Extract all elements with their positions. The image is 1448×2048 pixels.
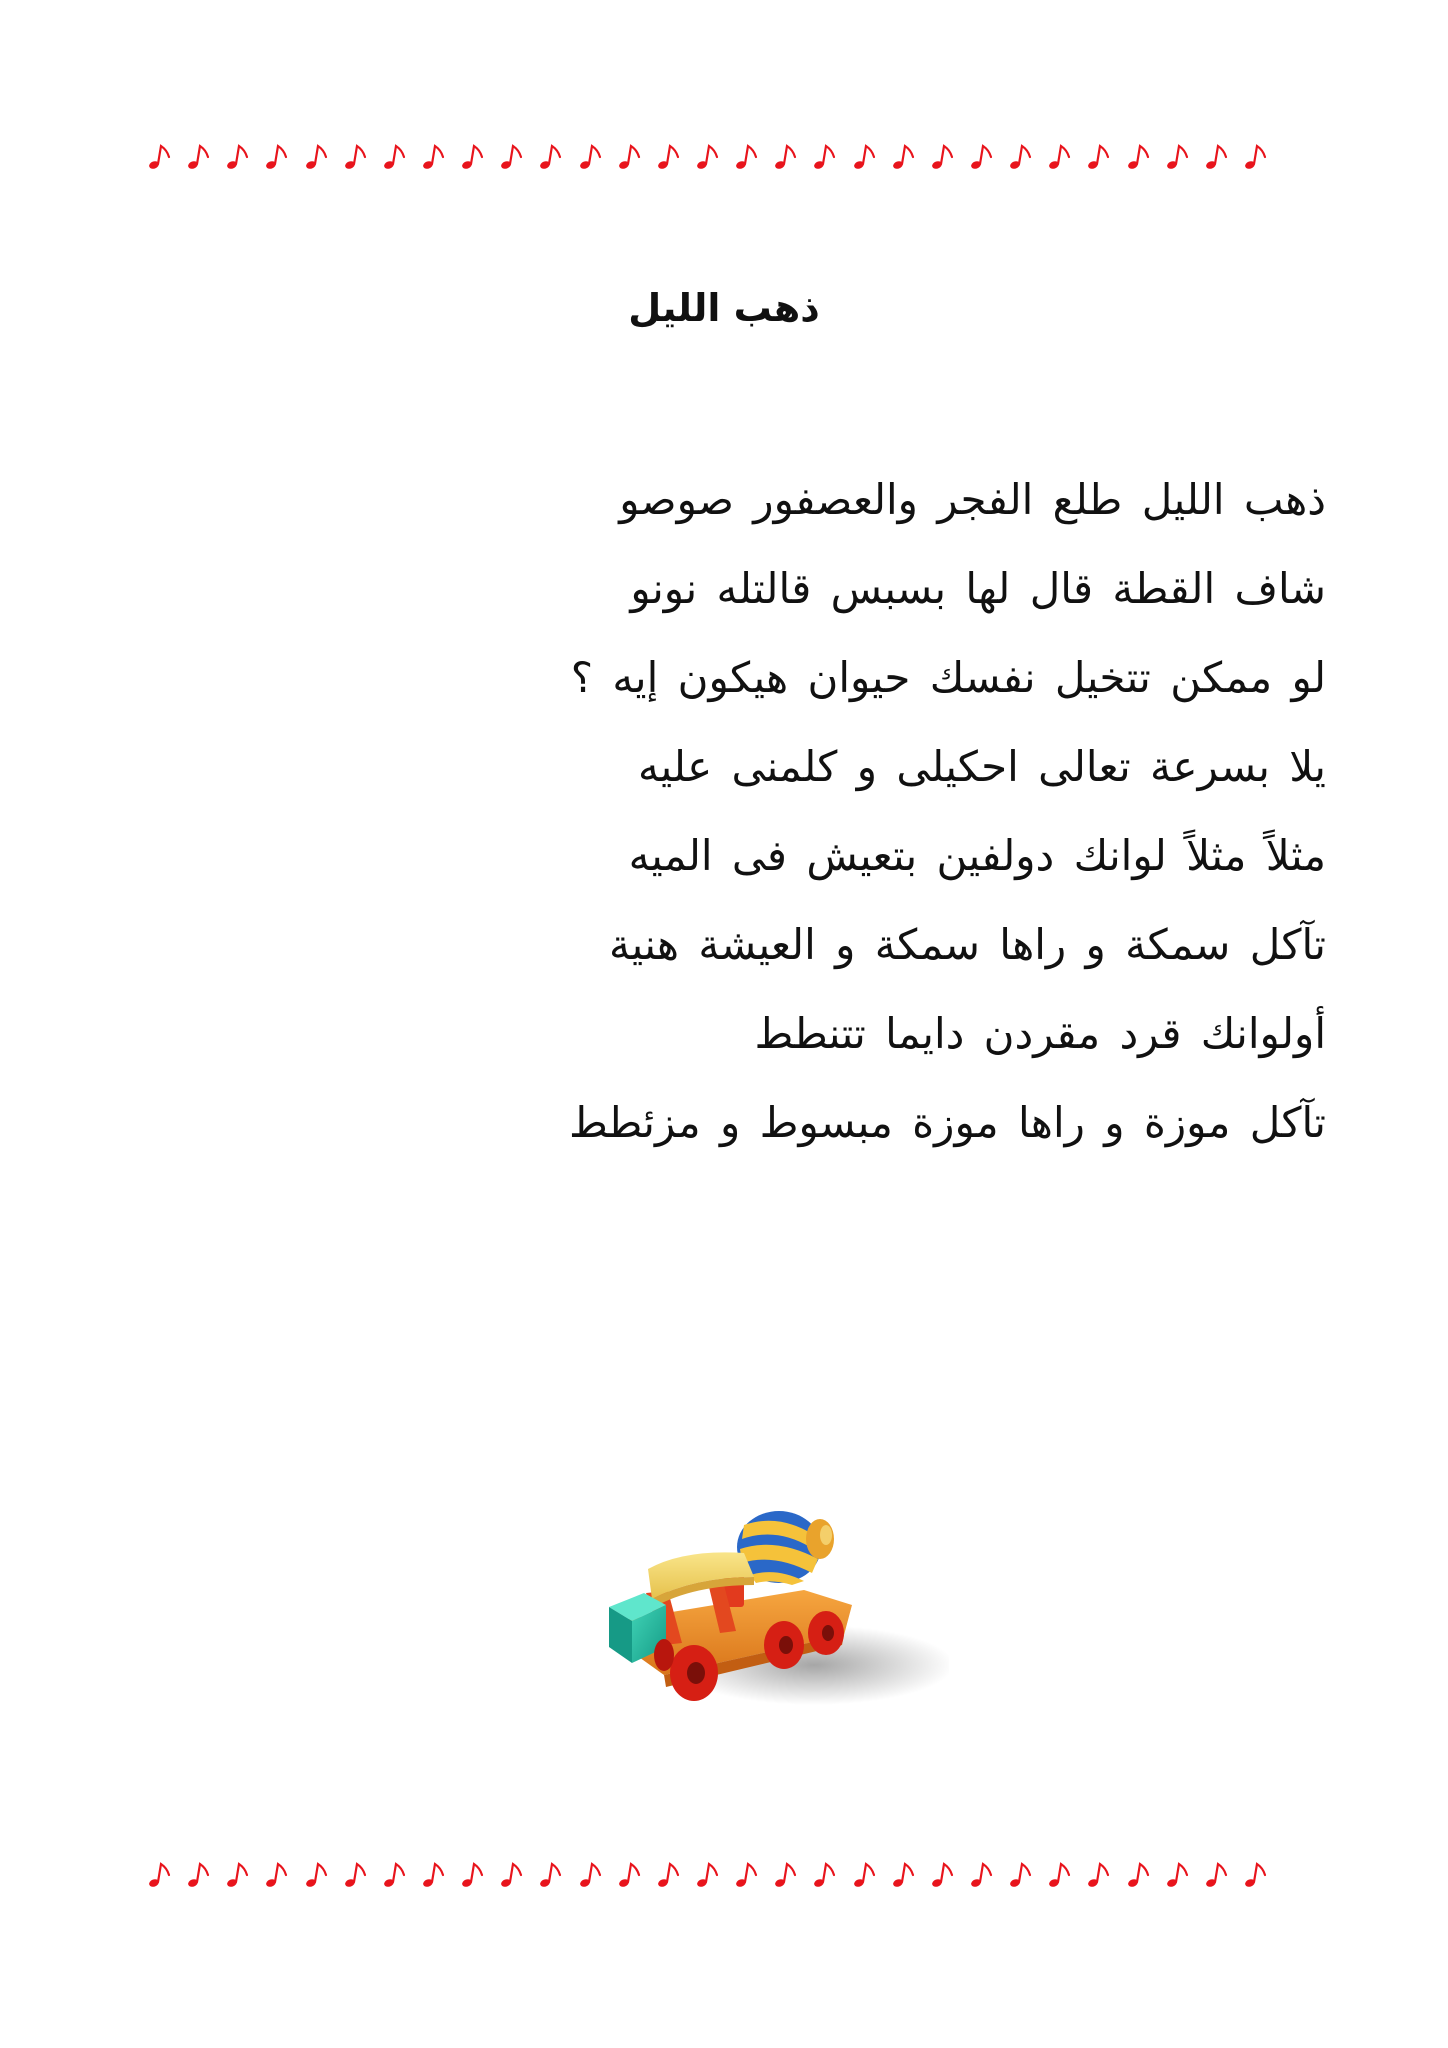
- music-note-icon: [148, 1860, 172, 1890]
- poem-line: لو ممكن تتخيل نفسك حيوان هيكون إيه ؟: [570, 653, 1326, 702]
- music-note-icon: [383, 1860, 407, 1890]
- music-note-icon: [1048, 142, 1072, 172]
- music-note-icon: [226, 142, 250, 172]
- music-note-icon: [461, 1860, 485, 1890]
- music-note-icon: [539, 142, 563, 172]
- music-note-icon: [1009, 142, 1033, 172]
- music-note-icon: [1244, 1860, 1268, 1890]
- poem-line: ذهب الليل طلع الفجر والعصفور صوصو: [619, 475, 1326, 524]
- music-note-icon: [226, 1860, 250, 1890]
- music-note-icon: [657, 142, 681, 172]
- music-note-icon: [696, 1860, 720, 1890]
- music-note-icon: [813, 1860, 837, 1890]
- poem-line: شاف القطة قال لها بسبس قالتله نونو: [630, 564, 1326, 613]
- music-note-icon: [579, 1860, 603, 1890]
- music-note-border-bottom: [148, 1860, 1268, 1890]
- music-note-icon: [265, 142, 289, 172]
- music-note-icon: [187, 142, 211, 172]
- music-note-icon: [1087, 1860, 1111, 1890]
- music-note-icon: [892, 142, 916, 172]
- poem-title: ذهب الليل: [628, 286, 820, 330]
- music-note-border-top: [148, 142, 1268, 172]
- music-note-icon: [1166, 142, 1190, 172]
- music-note-icon: [774, 1860, 798, 1890]
- music-note-icon: [853, 1860, 877, 1890]
- music-note-icon: [657, 1860, 681, 1890]
- music-note-icon: [265, 1860, 289, 1890]
- music-note-icon: [1205, 142, 1229, 172]
- music-note-icon: [461, 142, 485, 172]
- music-note-icon: [696, 142, 720, 172]
- music-note-icon: [813, 142, 837, 172]
- toy-truck-illustration: [604, 1495, 949, 1725]
- music-note-icon: [1127, 1860, 1151, 1890]
- music-note-icon: [344, 1860, 368, 1890]
- music-note-icon: [500, 142, 524, 172]
- music-note-icon: [970, 142, 994, 172]
- poem-line: مثلاً مثلاً لوانك دولفين بتعيش فى الميه: [628, 831, 1326, 880]
- poem-line: تآكل سمكة و راها سمكة و العيشة هنية: [609, 920, 1326, 969]
- music-note-icon: [383, 142, 407, 172]
- music-note-icon: [618, 1860, 642, 1890]
- poem-line: يلا بسرعة تعالى احكيلى و كلمنى عليه: [637, 742, 1326, 791]
- poem-line: تآكل موزة و راها موزة مبسوط و مزئطط: [568, 1098, 1326, 1147]
- music-note-icon: [1087, 142, 1111, 172]
- music-note-icon: [735, 1860, 759, 1890]
- music-note-icon: [148, 142, 172, 172]
- music-note-icon: [187, 1860, 211, 1890]
- music-note-icon: [892, 1860, 916, 1890]
- poem-body: [326, 455, 1326, 1167]
- music-note-icon: [579, 142, 603, 172]
- music-note-icon: [774, 142, 798, 172]
- music-note-icon: [422, 1860, 446, 1890]
- poem-line: أولوانك قرد مقردن دايما تتنطط: [754, 1009, 1326, 1058]
- music-note-icon: [1166, 1860, 1190, 1890]
- music-note-icon: [853, 142, 877, 172]
- music-note-icon: [305, 142, 329, 172]
- music-note-icon: [500, 1860, 524, 1890]
- music-note-icon: [1244, 142, 1268, 172]
- music-note-icon: [735, 142, 759, 172]
- music-note-icon: [931, 142, 955, 172]
- music-note-icon: [1048, 1860, 1072, 1890]
- music-note-icon: [618, 142, 642, 172]
- music-note-icon: [539, 1860, 563, 1890]
- music-note-icon: [344, 142, 368, 172]
- music-note-icon: [931, 1860, 955, 1890]
- music-note-icon: [1205, 1860, 1229, 1890]
- music-note-icon: [970, 1860, 994, 1890]
- music-note-icon: [1009, 1860, 1033, 1890]
- music-note-icon: [305, 1860, 329, 1890]
- music-note-icon: [422, 142, 446, 172]
- music-note-icon: [1127, 142, 1151, 172]
